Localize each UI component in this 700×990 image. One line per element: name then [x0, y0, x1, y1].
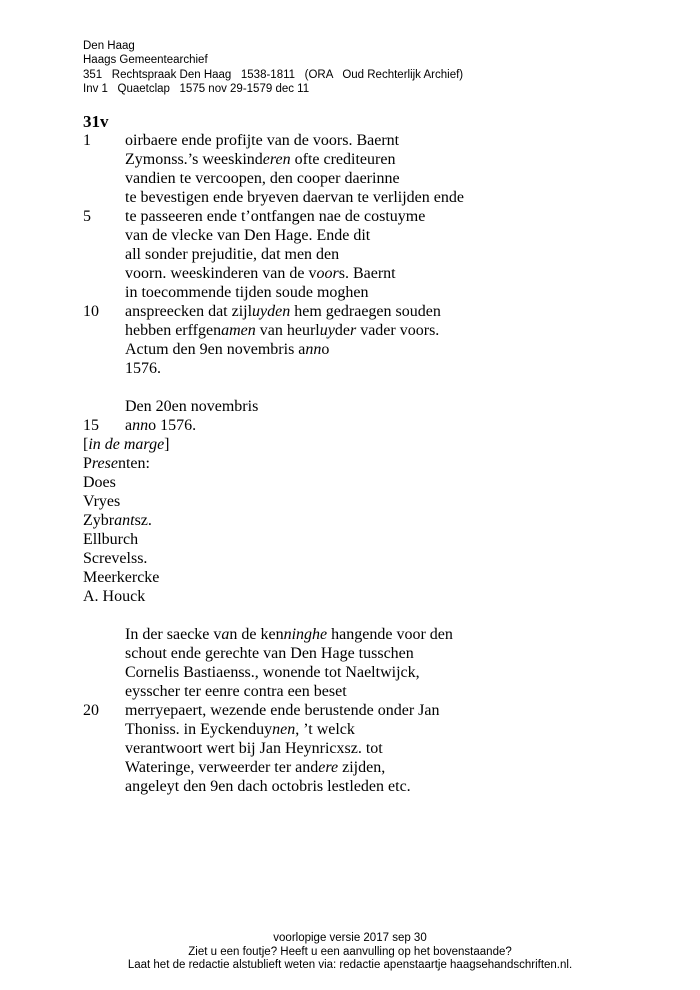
- line-text: [125, 245, 339, 264]
- transcription-line: [83, 150, 464, 169]
- transcription-line: [83, 530, 464, 549]
- text-segment: n de ken: [229, 626, 284, 643]
- header-archive: Haags Gemeentearchief: [83, 54, 208, 67]
- text-segment: vader voors.: [356, 322, 440, 339]
- text-segment: Does: [83, 474, 116, 491]
- text-segment: a: [125, 417, 133, 434]
- line-text: [83, 473, 116, 492]
- line-number: [83, 150, 125, 169]
- line-text: [125, 302, 441, 321]
- line-number: [83, 264, 125, 283]
- line-number: 15: [83, 417, 99, 434]
- text-segment: zijden,: [338, 759, 386, 776]
- footer-question: Ziet u een foutje? Heeft u een aanvulling op het bovenstaande?: [188, 945, 512, 958]
- transcription-line: [83, 397, 464, 416]
- expanded-abbreviation: a: [221, 626, 230, 643]
- line-text: [83, 435, 170, 454]
- transcription-line: [83, 226, 464, 245]
- text-segment: 1576.: [125, 360, 161, 377]
- blank-line: [83, 378, 464, 397]
- text-segment: ]: [164, 436, 170, 453]
- transcription-line: [83, 758, 464, 777]
- text-segment: merryepaert, wezende ende berustende onder Jan: [125, 702, 440, 719]
- line-text: [83, 454, 150, 473]
- text-segment: In der saecke v: [125, 626, 222, 643]
- line-text: [125, 283, 369, 302]
- transcription-line: [83, 454, 464, 473]
- transcription-line: [83, 283, 464, 302]
- transcription-line: [83, 625, 464, 644]
- text-segment: Screvelss.: [83, 550, 148, 567]
- line-text: [83, 511, 152, 530]
- line-text: [125, 625, 453, 644]
- line-text: [125, 663, 420, 682]
- text-segment: verantwoort wert bij Jan Heynricxsz. tot: [125, 740, 383, 757]
- text-segment: hangende voor den: [327, 626, 453, 643]
- text-segment: s. Baernt: [338, 265, 396, 282]
- transcription-line: [83, 340, 464, 359]
- text-segment: A. Houck: [83, 588, 146, 605]
- text-segment: sz.: [134, 512, 152, 529]
- text-segment: van heurl: [255, 322, 320, 339]
- line-number: [83, 226, 125, 245]
- text-segment: in toecommende tijden soude moghen: [125, 284, 369, 301]
- line-text: [125, 416, 196, 435]
- line-text: [125, 264, 396, 283]
- archive-header: [83, 39, 463, 96]
- transcription-line: [83, 568, 464, 587]
- text-segment: Zybr: [83, 512, 115, 529]
- transcription-line: [83, 435, 464, 454]
- text-segment: oirbaere ende profijte van de voors. Baernt: [125, 132, 400, 149]
- footer-version: voorlopige versie 2017 sep 30: [273, 932, 427, 944]
- line-text: [83, 568, 159, 587]
- transcription-line: [83, 264, 464, 283]
- line-text: [125, 701, 440, 720]
- line-number: [83, 283, 125, 302]
- expanded-abbreviation: eren: [262, 151, 291, 168]
- transcription-line: [83, 644, 464, 663]
- line-text: [83, 549, 147, 568]
- line-text: [125, 720, 355, 739]
- text-segment: hem gedraegen souden: [290, 303, 441, 320]
- line-number: [83, 245, 125, 264]
- transcription-line: [83, 416, 464, 435]
- transcription-line: [83, 663, 464, 682]
- header-city: Den Haag: [83, 40, 135, 52]
- expanded-abbreviation: amen: [221, 322, 256, 339]
- transcription-line: [83, 777, 464, 796]
- text-segment: van de vlecke van Den Hage. Ende dit: [125, 227, 371, 244]
- line-number: [83, 169, 125, 188]
- line-text: [125, 682, 347, 701]
- line-number: 20: [83, 702, 99, 719]
- expanded-abbreviation: in de marge: [88, 436, 165, 453]
- blank-line: [83, 606, 464, 625]
- page-footer: [0, 932, 700, 973]
- text-segment: , ’t welck: [295, 721, 355, 738]
- line-text: [125, 644, 414, 663]
- transcription-line: [83, 188, 464, 207]
- transcription-line: [83, 682, 464, 701]
- text-segment: Vryes: [83, 493, 121, 510]
- line-number: 1: [83, 132, 91, 149]
- transcription-line: [83, 302, 464, 321]
- line-text: [125, 207, 425, 226]
- expanded-abbreviation: ant: [114, 512, 135, 529]
- line-text: [125, 169, 400, 188]
- expanded-abbreviation: nn: [305, 341, 322, 358]
- text-segment: te bevestigen ende bryeven daervan te verlijden ende: [125, 189, 464, 206]
- transcription-line: [83, 492, 464, 511]
- text-segment: o: [321, 341, 330, 358]
- header-collection: 351 Rechtspraak Den Haag 1538-1811 (ORA Oud Rechterlijk Archief): [83, 68, 464, 81]
- expanded-abbreviation: ninghe: [283, 626, 328, 643]
- header-inventory: Inv 1 Quaetclap 1575 nov 29-1579 dec 11: [83, 82, 310, 95]
- text-segment: anspreecken dat zijl: [125, 303, 253, 320]
- transcription-line: [83, 473, 464, 492]
- expanded-abbreviation: nen: [272, 721, 296, 738]
- line-text: [125, 758, 385, 777]
- text-segment: eysscher ter eenre contra een beset: [125, 683, 347, 700]
- expanded-abbreviation: uy: [319, 322, 335, 339]
- line-number: [83, 720, 125, 739]
- text-segment: vandien te vercoopen, den cooper daerinne: [125, 170, 400, 187]
- text-segment: de: [334, 322, 350, 339]
- line-number: [83, 188, 125, 207]
- line-text: [125, 397, 258, 416]
- transcription-line: [83, 739, 464, 758]
- expanded-abbreviation: ere: [318, 759, 339, 776]
- text-segment: Thoniss. in Eyckenduy: [125, 721, 273, 738]
- expanded-abbreviation: rese: [91, 455, 118, 472]
- transcription-body: [83, 131, 464, 796]
- transcription-line: [83, 245, 464, 264]
- transcription-line: [83, 701, 464, 720]
- transcription-line: [83, 511, 464, 530]
- text-segment: Actum den 9en novembris a: [125, 341, 306, 358]
- line-number: [83, 644, 125, 663]
- text-segment: voorn. weeskinderen van de v: [125, 265, 317, 282]
- transcription-line: [83, 169, 464, 188]
- expanded-abbreviation: uyden: [252, 303, 291, 320]
- line-number: [83, 682, 125, 701]
- transcription-line: [83, 359, 464, 378]
- text-segment: nten:: [117, 455, 150, 472]
- line-number: 10: [83, 303, 99, 320]
- text-segment: Cornelis Bastiaenss., wonende tot Naeltwijck,: [125, 664, 420, 681]
- line-text: [125, 739, 383, 758]
- footer-contact: Laat het de redactie alstublieft weten via: redactie apenstaartje haagsehandschriften.nl.: [127, 959, 573, 971]
- line-text: [125, 321, 439, 340]
- line-number: [83, 625, 125, 644]
- line-number: [83, 340, 125, 359]
- line-number: 5: [83, 208, 91, 225]
- line-text: [125, 359, 161, 378]
- text-segment: schout ende gerechte van Den Hage tusschen: [125, 645, 414, 662]
- transcription-line: [83, 131, 464, 150]
- line-text: [83, 492, 120, 511]
- transcription-line: [83, 587, 464, 606]
- transcription-line: [83, 321, 464, 340]
- text-segment: o 1576.: [148, 417, 197, 434]
- text-segment: te passeeren ende t’ontfangen nae de costuyme: [125, 208, 426, 225]
- text-segment: hebben erffgen: [125, 322, 222, 339]
- line-number: [83, 739, 125, 758]
- folio-number: 31v: [83, 112, 109, 131]
- text-segment: angeleyt den 9en dach octobris lestleden etc.: [125, 778, 411, 795]
- expanded-abbreviation: r: [349, 322, 357, 339]
- line-text: [125, 340, 329, 359]
- text-segment: Wateringe, verweerder ter and: [125, 759, 319, 776]
- transcription-line: [83, 207, 464, 226]
- text-segment: [: [83, 436, 89, 453]
- line-number: [83, 758, 125, 777]
- text-segment: Zymonss.’s weeskind: [125, 151, 263, 168]
- line-text: [125, 226, 370, 245]
- line-text: [83, 530, 138, 549]
- line-text: [125, 131, 399, 150]
- transcription-line: [83, 720, 464, 739]
- transcription-line: [83, 549, 464, 568]
- line-text: [125, 777, 411, 796]
- text-segment: all sonder prejuditie, dat men den: [125, 246, 340, 263]
- expanded-abbreviation: nn: [132, 417, 149, 434]
- expanded-abbreviation: oor: [316, 265, 339, 282]
- line-text: [125, 188, 464, 207]
- line-number: [83, 777, 125, 796]
- text-segment: Den 20en novembris: [125, 398, 259, 415]
- line-number: [83, 663, 125, 682]
- text-segment: Ellburch: [83, 531, 139, 548]
- text-segment: ofte crediteuren: [290, 151, 396, 168]
- line-text: [125, 150, 395, 169]
- text-segment: Meerkercke: [83, 569, 160, 586]
- line-number: [83, 359, 125, 378]
- line-number: [83, 397, 125, 416]
- line-text: [83, 587, 145, 606]
- text-segment: P: [83, 455, 92, 472]
- line-number: [83, 321, 125, 340]
